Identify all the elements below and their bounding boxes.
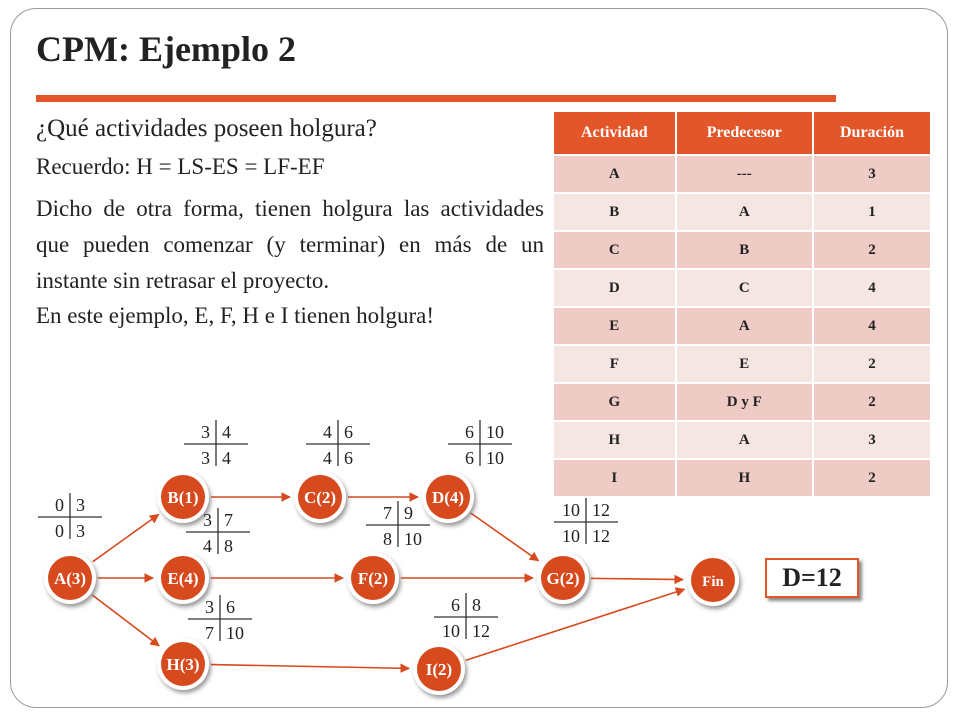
node-label: F(2) (357, 569, 389, 588)
time-es: 10 (562, 500, 580, 520)
time-label-layer (38, 420, 618, 643)
time-lf: 3 (76, 521, 85, 541)
time-cross-i (434, 593, 498, 641)
time-ls: 4 (203, 536, 212, 556)
time-cross-g (554, 498, 618, 546)
node-fin (687, 554, 739, 606)
time-lf: 12 (592, 526, 610, 546)
time-lf: 4 (222, 448, 231, 468)
edge-h-i (211, 665, 409, 669)
cell-activity: C (553, 231, 676, 269)
cell-activity: A (553, 155, 676, 193)
cell-predecessor: A (676, 193, 813, 231)
time-lf: 12 (472, 621, 490, 641)
node-label: G(2) (546, 569, 580, 588)
time-cross-a (38, 493, 102, 541)
cell-duration: 3 (813, 155, 931, 193)
example-text: En este ejemplo, E, F, H e I tienen holgura! (36, 303, 434, 328)
time-ef: 9 (404, 503, 413, 523)
node-h (157, 638, 209, 690)
edge-d-g (471, 513, 539, 561)
cell-activity: H (553, 421, 676, 459)
time-ef: 4 (222, 422, 231, 442)
time-ef: 7 (224, 510, 233, 530)
cell-duration: 2 (813, 231, 931, 269)
time-es: 3 (203, 510, 212, 530)
time-ls: 7 (205, 623, 214, 643)
explanation-paragraph: Dicho de otra forma, tienen holgura las actividades que pueden comenzar (y terminar) en más de un instante sin retrasar el proyecto. (36, 196, 544, 293)
cell-predecessor: D y F (676, 383, 813, 421)
cell-predecessor: A (676, 421, 813, 459)
node-label: E(4) (167, 569, 199, 588)
time-ef: 6 (344, 422, 353, 442)
time-lf: 10 (486, 448, 504, 468)
node-a (44, 552, 96, 604)
node-b (157, 471, 209, 523)
node-label: A(3) (53, 569, 87, 588)
node-f (347, 552, 399, 604)
cell-activity: D (553, 269, 676, 307)
node-g (537, 552, 589, 604)
time-ls: 4 (323, 448, 332, 468)
time-ls: 8 (383, 529, 392, 549)
question-text: ¿Qué actividades poseen holgura? (36, 115, 377, 142)
cell-predecessor: C (676, 269, 813, 307)
cell-activity: I (553, 459, 676, 497)
node-c (294, 471, 346, 523)
cell-duration: 2 (813, 383, 931, 421)
time-ef: 12 (592, 500, 610, 520)
cell-duration: 2 (813, 459, 931, 497)
time-es: 6 (465, 422, 474, 442)
time-cross-b (184, 420, 248, 468)
time-lf: 8 (224, 536, 233, 556)
time-ef: 6 (226, 597, 235, 617)
header-duracion: Duración (813, 111, 931, 155)
time-ls: 0 (55, 521, 64, 541)
time-ls: 10 (562, 526, 580, 546)
time-lf: 10 (226, 623, 244, 643)
node-i (413, 643, 465, 695)
cell-activity: E (553, 307, 676, 345)
cell-activity: G (553, 383, 676, 421)
time-cross-c (306, 420, 370, 468)
cell-duration: 1 (813, 193, 931, 231)
node-label: H(3) (166, 655, 200, 674)
time-es: 6 (451, 595, 460, 615)
time-es: 7 (383, 503, 392, 523)
node-label: B(1) (167, 488, 199, 507)
time-ls: 6 (465, 448, 474, 468)
cell-predecessor: E (676, 345, 813, 383)
cell-predecessor: A (676, 307, 813, 345)
node-label: Fin (702, 574, 724, 590)
cell-duration: 3 (813, 421, 931, 459)
cell-duration: 4 (813, 307, 931, 345)
cell-duration: 2 (813, 345, 931, 383)
time-ef: 10 (486, 422, 504, 442)
time-lf: 6 (344, 448, 353, 468)
time-ls: 3 (201, 448, 210, 468)
node-e (157, 552, 209, 604)
time-ls: 10 (442, 621, 460, 641)
cell-predecessor: B (676, 231, 813, 269)
slide-title: CPM: Ejemplo 2 (36, 29, 296, 69)
time-ef: 8 (472, 595, 481, 615)
time-lf: 10 (404, 529, 422, 549)
total-duration-box: D=12 (765, 558, 859, 598)
time-cross-h (188, 595, 252, 643)
cell-activity: F (553, 345, 676, 383)
edge-g-fin (591, 578, 683, 579)
node-label: I(2) (425, 660, 453, 679)
edge-a-b (93, 514, 159, 561)
time-cross-d (448, 420, 512, 468)
cell-predecessor: H (676, 459, 813, 497)
node-d (422, 471, 474, 523)
time-ef: 3 (76, 495, 85, 515)
header-actividad: Actividad (553, 111, 676, 155)
time-es: 3 (201, 422, 210, 442)
time-es: 4 (323, 422, 332, 442)
node-label: D(4) (431, 488, 465, 507)
node-label: C(2) (303, 488, 337, 507)
edge-a-h (92, 595, 159, 646)
time-es: 3 (205, 597, 214, 617)
time-es: 0 (55, 495, 64, 515)
cell-predecessor: --- (676, 155, 813, 193)
cell-activity: B (553, 193, 676, 231)
time-cross-f (366, 501, 430, 549)
reminder-text: Recuerdo: H = LS-ES = LF-EF (36, 154, 325, 179)
cell-duration: 4 (813, 269, 931, 307)
header-predecesor: Predecesor (676, 111, 813, 155)
